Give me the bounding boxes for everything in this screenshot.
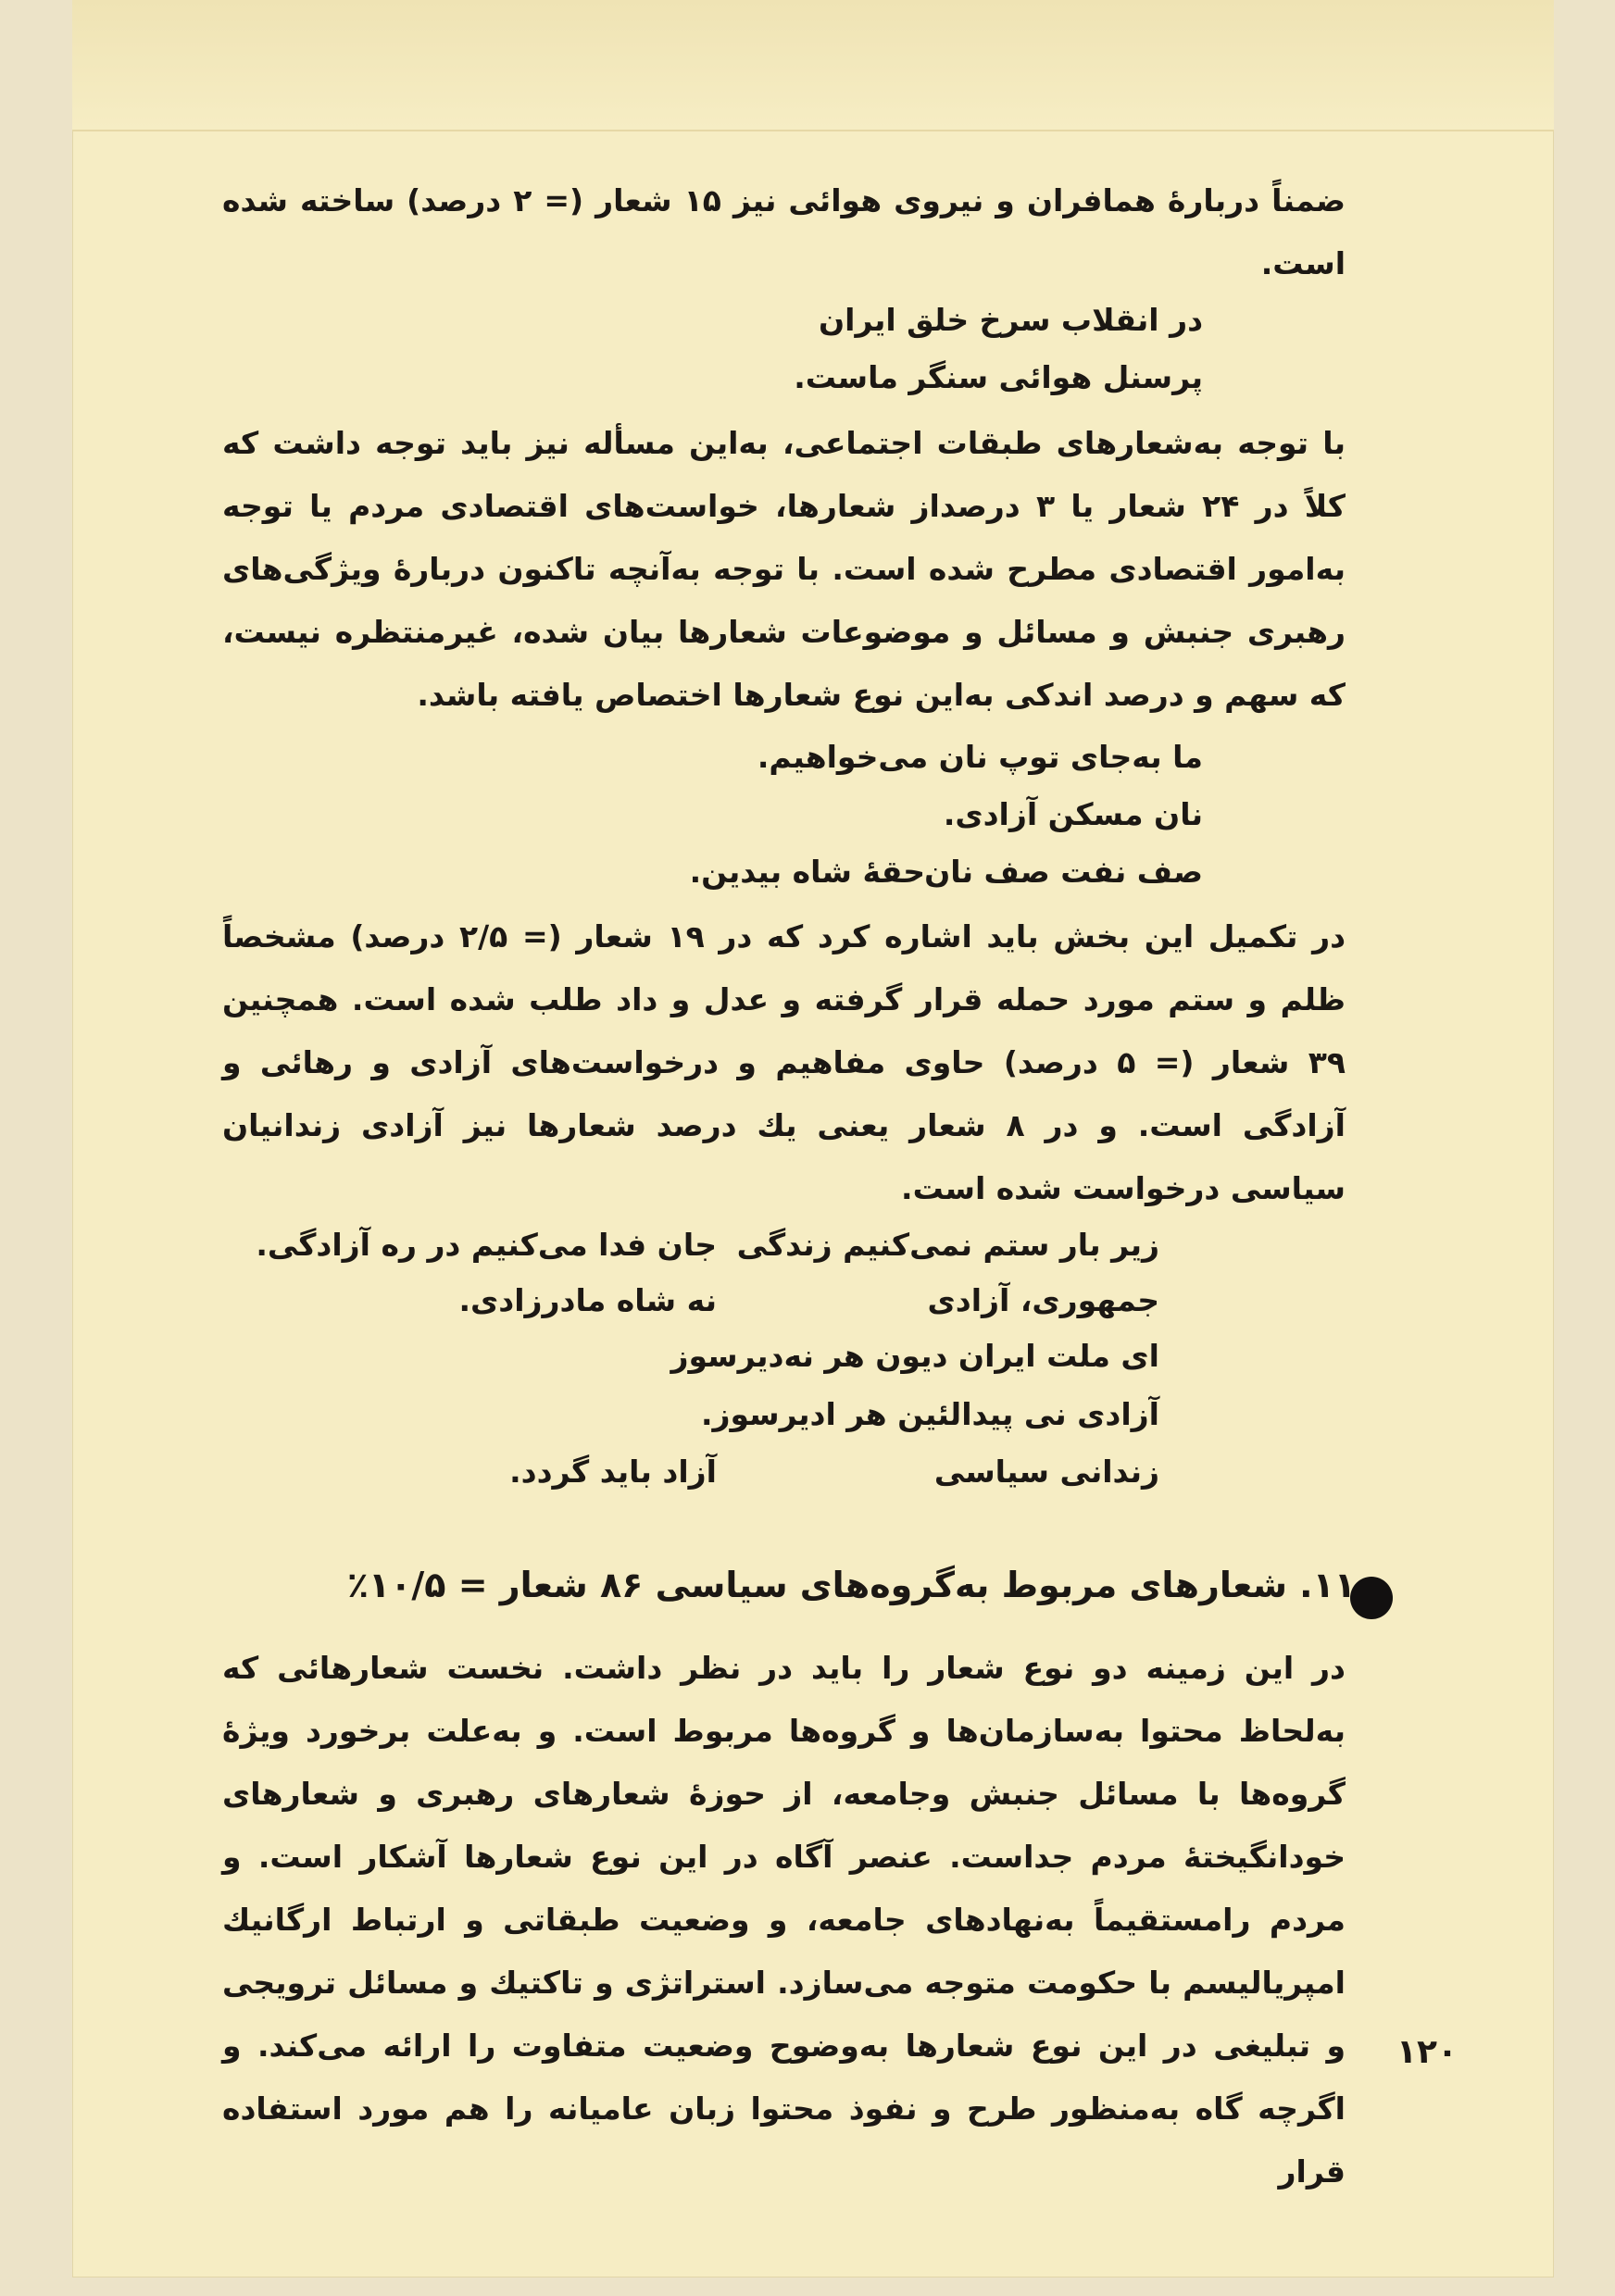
slogan-line: در انقلاب سرخ خلق ایران — [818, 302, 1203, 338]
paragraph-1: ضمناً دربارهٔ همافران و نیروی هوائی نیز ۱۵ شعار (= ۲ درصد) ساخته شده است. — [222, 182, 1346, 281]
slogan-line: نه شاه مادرزادی. — [458, 1282, 717, 1318]
slogan-line: صف نفت صف نان — [924, 854, 1203, 890]
slogan-line: ای ملت ایران دیون هر نه‌دیرسوز — [670, 1338, 1159, 1374]
slogan-line: نان مسکن آزادی. — [943, 796, 1203, 832]
slogan-line: آزادی نی پیدالئین هر ادیرسوز. — [700, 1396, 1159, 1432]
slogan-line: پرسنل هوائی سنگر ماست. — [794, 359, 1203, 395]
slogan-line: آزاد باید گردد. — [509, 1454, 717, 1490]
page-top-band — [72, 0, 1554, 131]
paragraph-4: در این زمینه دو نوع شعار را باید در نظر داشت. نخست شعارهائی که به‌لحاظ محتوا به‌سازمان‌ها و گروه‌ها مربوط است. و به‌علت برخورد ویژهٔ گروه‌ها با مسائل جنبش وجامعه، از حوزهٔ شعارهای رهبری و شعارهای خودانگیختهٔ مردم جداست. عنصر آگاه در این نوع شعارها آشکار است. و مردم رامستقیماً به‌نهادهای جامعه، و وضعیت طبقاتی و ارتباط ارگانیك امپریالیسم با حکومت متوجه می‌سازد. استراتژی و تاکتیك و مسائل ترویجی و تبلیغی در این نوع شعارها به‌وضوح وضعیت متفاوت را ارائه می‌کند. و اگرچه گاه به‌منظور طرح و نفوذ محتوا زبان عامیانه را هم مورد استفاده قرار — [222, 1650, 1346, 2190]
slogan-line: جمهوری، آزادی — [927, 1282, 1159, 1318]
bullet-icon — [1350, 1577, 1393, 1619]
slogan-line: زندانی سیاسی — [933, 1454, 1159, 1490]
page-number: ۱۲۰ — [1396, 2033, 1458, 2071]
section-heading: ۱۱. شعارهای مربوط به‌گروه‌های سیاسی ۸۶ شعار = ۱۰/۵٪ — [346, 1565, 1356, 1605]
slogan-line: حقهٔ شاه بیدین. — [689, 854, 925, 890]
paragraph-3: در تکمیل این بخش باید اشاره کرد که در ۱۹ شعار (= ۲/۵ درصد) مشخصاً ظلم و ستم مورد حمله قرار گرفته و عدل و داد طلب شده است. همچنین ۳۹ شعار (= ۵ درصد) حاوی مفاهیم و درخواست‌های آزادی و رهائی و آزادگی است. و در ۸ شعار یعنی یك درصد شعارها نیز آزادی زندانیان سیاسی درخواست شده است. — [222, 918, 1346, 1206]
slogan-line: زیر بار ستم نمی‌کنیم زندگی — [736, 1227, 1159, 1263]
paragraph-2: با توجه به‌شعارهای طبقات اجتماعی، به‌این مسأله نیز باید توجه داشت که کلاً در ۲۴ شعار یا ۳ درصداز شعارها، خواست‌های اقتصادی مردم یا توجه به‌امور اقتصادی مطرح شده است. با توجه به‌آنچه تاکنون دربارهٔ ویژگی‌های رهبری جنبش و مسائل و موضوعات شعارها بیان شده، غیرمنتظره نیست، که سهم و درصد اندکی به‌این نوع شعارها اختصاص یافته باشد. — [222, 425, 1346, 713]
slogan-line: ما به‌جای توپ نان می‌خواهیم. — [757, 739, 1203, 775]
slogan-line: جان فدا می‌کنیم در ره آزادگی. — [256, 1227, 717, 1263]
